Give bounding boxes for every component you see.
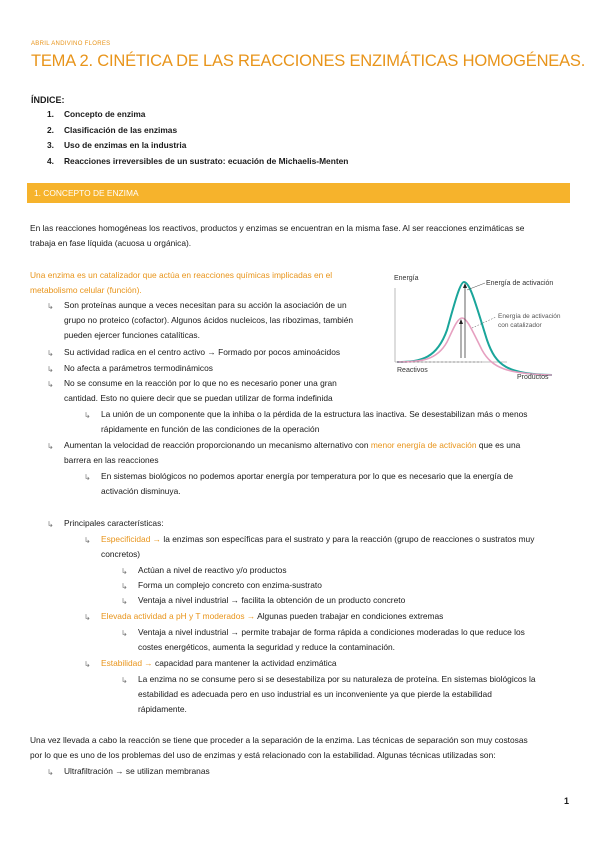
bullet-arrow-icon: ↳ (84, 613, 91, 622)
bullet-arrow-icon: ↳ (47, 380, 54, 389)
energy-axis-label: Energía (394, 275, 419, 282)
bullet-arrow-icon: ↳ (47, 365, 54, 374)
feature-stability: Estabilidad → capacidad para mantener la actividad enzimática (101, 658, 337, 668)
bullet-arrow-icon: ↳ (84, 660, 91, 669)
spec-sub-item: Forma un complejo concreto con enzima-sustrato (138, 580, 322, 590)
bullet-velocity: Aumentan la velocidad de reacción proporcionando un mecanismo alternativo con menor energía de activación que es una barrera en las reacciones (64, 440, 521, 466)
bullet-arrow-icon: ↳ (121, 582, 128, 591)
bullet-thermo: No afecta a parámetros termodinámicos (64, 363, 213, 373)
bullet-arrow-icon: ↳ (84, 473, 91, 482)
intro-paragraph: En las reacciones homogéneas los reactivos, productos y enzimas se encuentran en la misma fase. Al ser reacciones enzimáticas se trabaja en fase líquida (acuosa u orgánica). (30, 223, 525, 249)
bullet-arrow-icon: ↳ (121, 567, 128, 576)
author-name: ABRIL ANDIVINO FLORES (31, 41, 111, 47)
ea-cat-leader (472, 317, 496, 328)
sub-bullet-inactivation: La unión de un componente que la inhiba o la pérdida de la estructura las inactiva. Se desestabilizan más o menos rápidamente en función de las condiciones de la operación (101, 409, 528, 435)
bullet-ultrafiltration: Ultrafiltración → se utilizan membranas (64, 766, 210, 776)
bullet-arrow-icon: ↳ (121, 629, 128, 638)
activity-sub-item: Ventaja a nivel industrial → permite trabajar de forma rápida a condiciones moderadas lo que reduce los costes energéticos, aumenta la seguridad y reduce la contaminación. (138, 627, 525, 653)
bullet-proteins: Son proteínas aunque a veces necesitan para su acción la asociación de un grupo no proteico (cofactor). Algunos ácidos nucleicos, las ribozimas, también pueden ejercer funciones catalíticas. (64, 300, 354, 341)
spec-sub-item: Ventaja a nivel industrial → facilita la obtención de un producto concreto (138, 595, 406, 605)
ea-cat-label-1: Energía de activación (498, 313, 561, 320)
reactants-label: Reactivos (397, 367, 428, 374)
section-heading-bar: 1. CONCEPTO DE ENZIMA (27, 183, 570, 203)
ea-cat-label-2: con catalizador (498, 322, 542, 329)
bullet-arrow-icon: ↳ (47, 768, 54, 777)
index-list (47, 109, 348, 171)
spec-sub-item: Actúan a nivel de reactivo y/o productos (138, 565, 287, 575)
ea-label: Energía de activación (486, 280, 554, 287)
bullet-arrow-icon: ↳ (47, 302, 54, 311)
index-item: 4. Reacciones irreversibles de un sustrato: ecuación de Michaelis-Menten (47, 155, 349, 166)
bullet-arrow-icon: ↳ (84, 411, 91, 420)
sub-bullet-biological: En sistemas biológicos no podemos aportar energía por temperatura por lo que es necesario que la energía de activación disminuya. (101, 471, 514, 497)
bullet-arrow-icon: ↳ (47, 442, 54, 451)
page-number: 1 (564, 796, 570, 806)
feature-specificity: Especificidad → la enzimas son específicas para el sustrato y para la reacción (grupo de reacciones o sustratos muy concretos) (101, 534, 535, 560)
bullet-arrow-icon: ↳ (84, 536, 91, 545)
enzyme-definition: Una enzima es un catalizador que actúa en reacciones químicas implicadas en el metabolismo celular (función). (30, 270, 333, 296)
closing-paragraph: Una vez llevada a cabo la reacción se tiene que proceder a la separación de la enzima. Las técnicas de separación son muy costosas por lo que es uno de los problemas del uso de enzimas y está relacionado con la estabilidad. Algunas técnicas utilizadas son: (30, 735, 528, 761)
bullet-not-consumed: No se consume en la reacción por lo que no es necesario poner una gran cantidad. Esto no quiere decir que se puedan utilizar de forma indefinida (64, 378, 337, 404)
energy-diagram (392, 270, 578, 385)
bullet-arrow-icon: ↳ (121, 676, 128, 685)
features-heading: Principales características: (64, 518, 164, 528)
index-item: 2. Clasificación de las enzimas (47, 124, 178, 135)
bullet-arrow-icon: ↳ (121, 597, 128, 606)
bullet-active-site: Su actividad radica en el centro activo → Formado por pocos aminoácidos (64, 347, 341, 357)
page-title: TEMA 2. CINÉTICA DE LAS REACCIONES ENZIMÁTICAS HOMOGÉNEAS. (31, 52, 586, 70)
products-label: Productos (517, 374, 549, 381)
feature-activity: Elevada actividad a pH y T moderados → Algunas pueden trabajar en condiciones extremas (101, 611, 444, 621)
index-item: 1. Concepto de enzima (47, 109, 146, 119)
stability-sub-item: La enzima no se consume pero si se desestabiliza por su naturaleza de proteína. En sistemas biológicos la estabilidad es adecuada pero en uso industrial es un inconveniente ya que pierde la estabilidad rápidamente. (138, 674, 536, 715)
index-heading: ÍNDICE: (31, 95, 65, 105)
index-item: 3. Uso de enzimas en la industria (47, 140, 187, 150)
bullet-arrow-icon: ↳ (47, 520, 54, 529)
bullet-arrow-icon: ↳ (47, 349, 54, 358)
